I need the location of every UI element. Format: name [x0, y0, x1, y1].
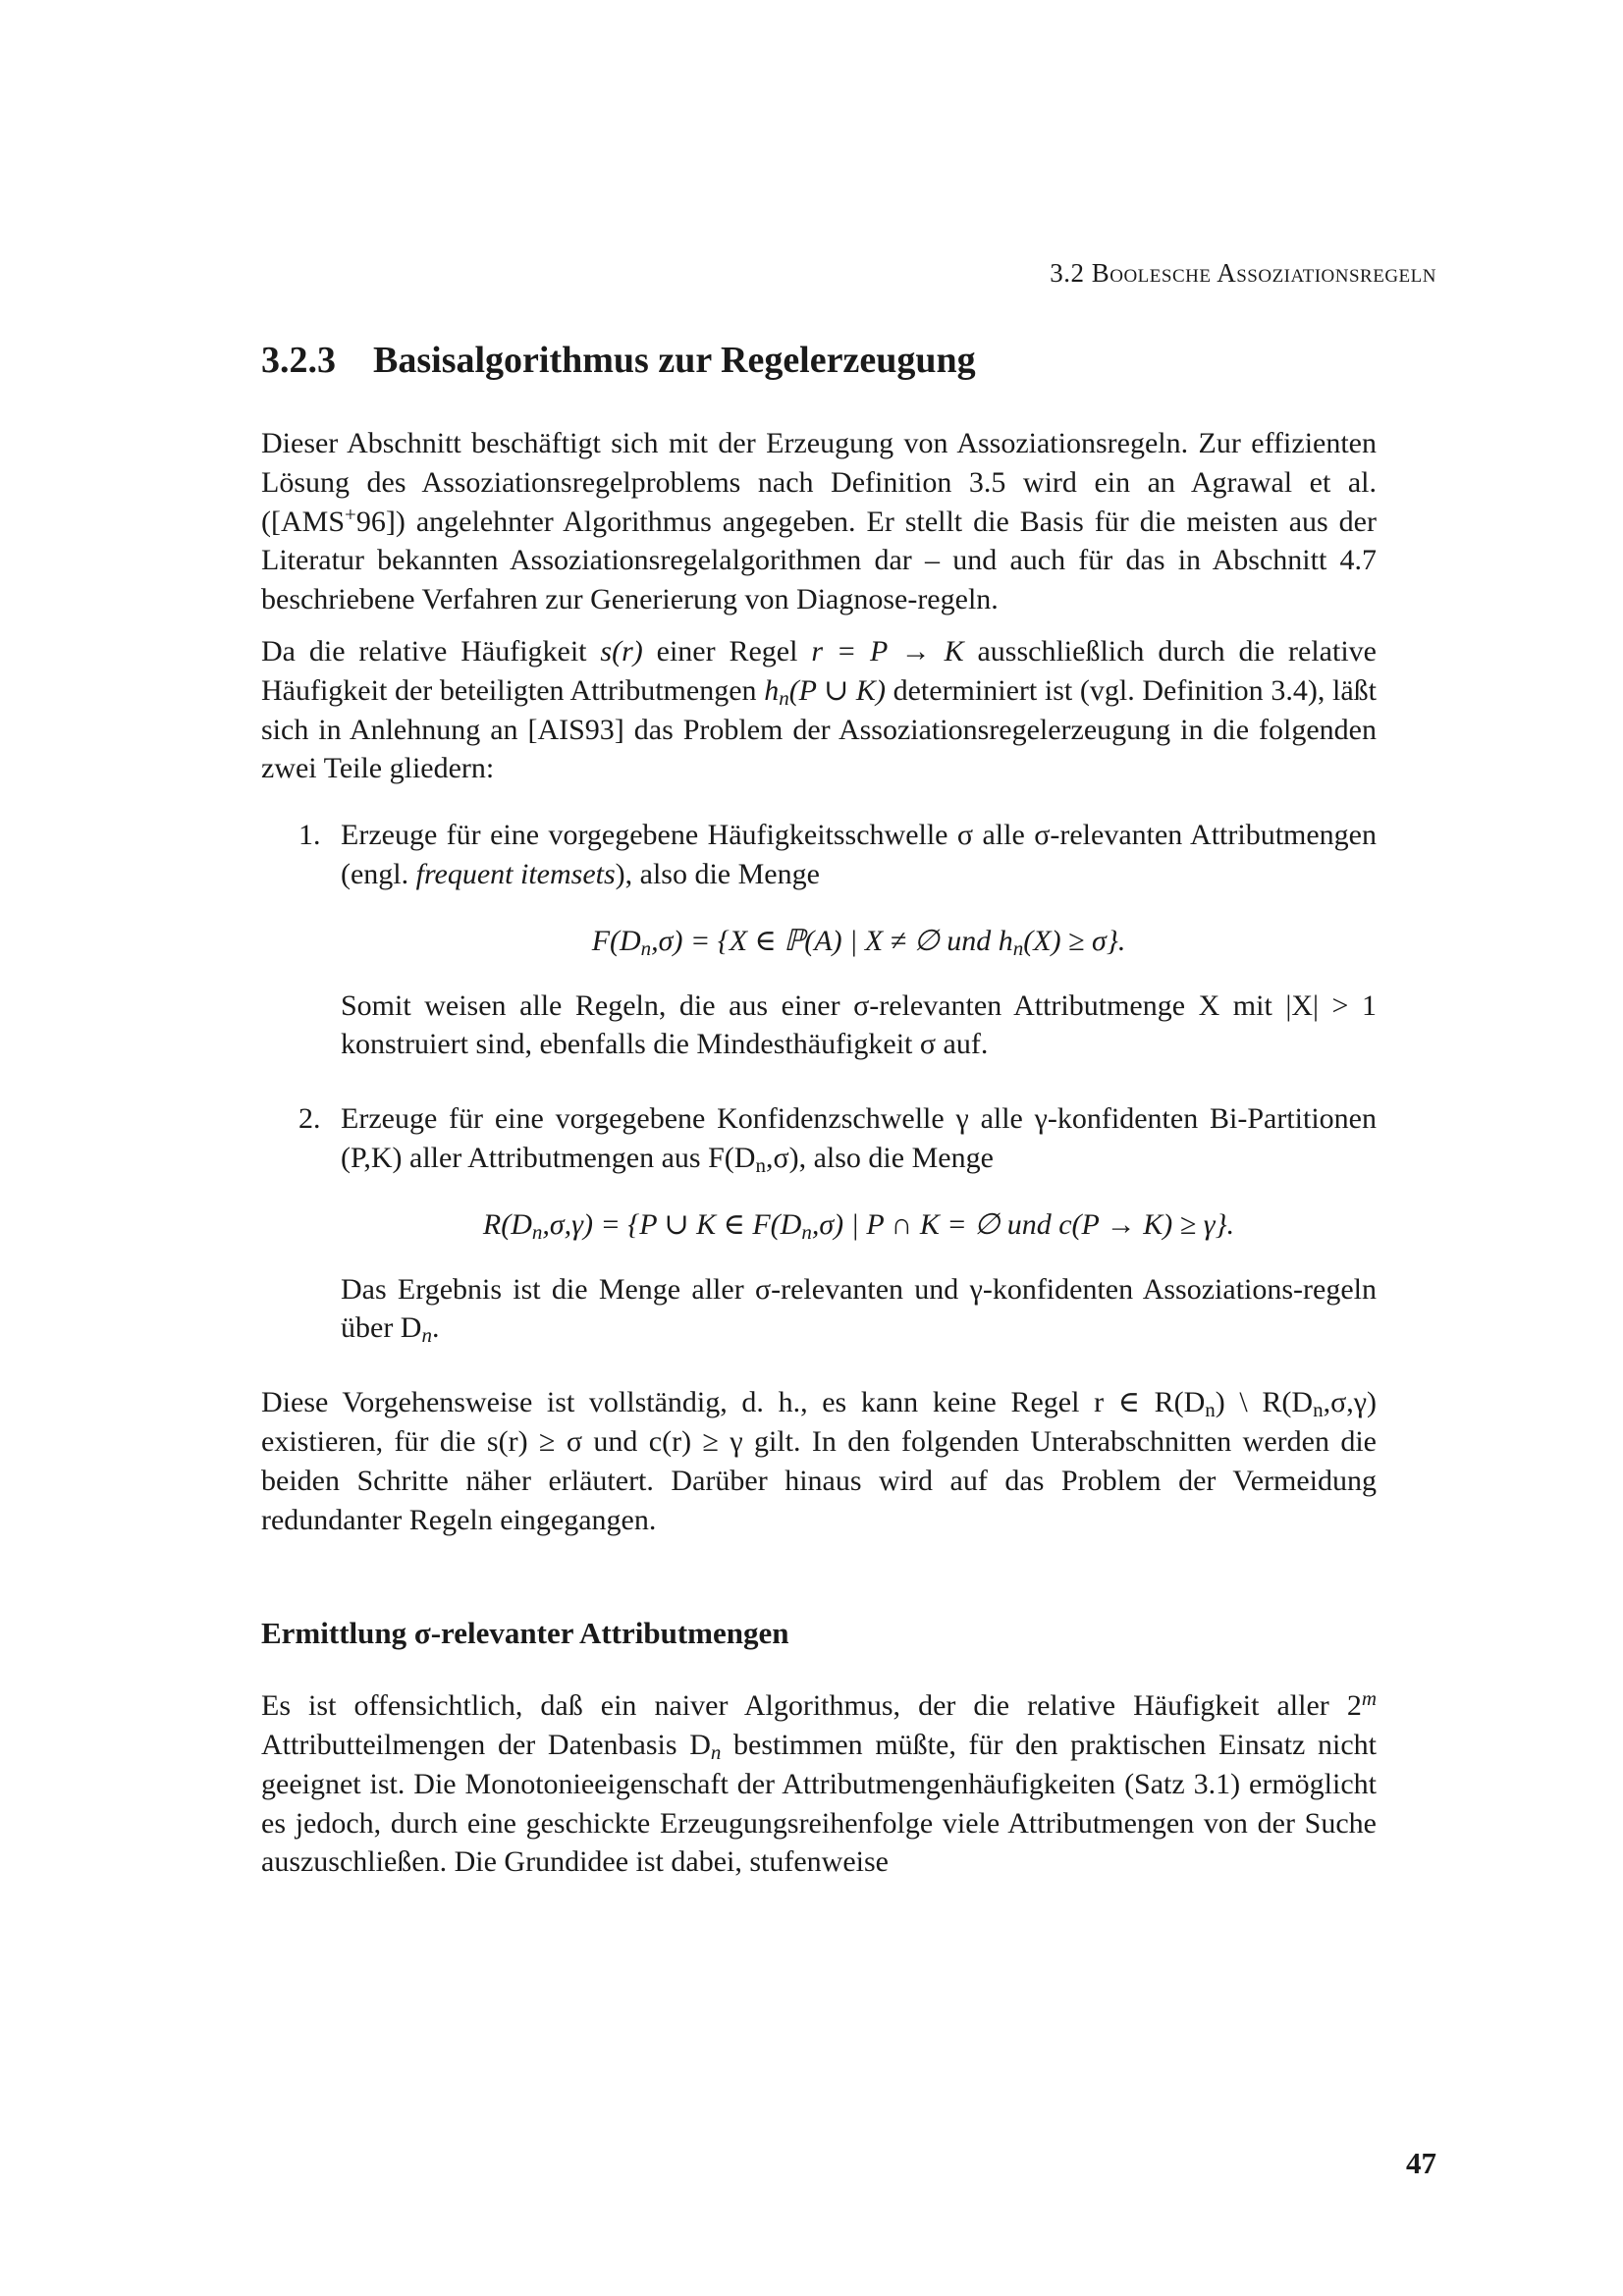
text-run: einer Regel [642, 634, 812, 667]
text-run: Erzeuge für eine vorgegebene Konfidenzschwelle γ alle γ-konfidenten Bi-Partitionen (P,K) aller Attributmengen aus F(D [341, 1102, 1377, 1174]
text-run: 96]) angelehnter Algorithmus angegeben. Er stellt die Basis für die meisten aus der Literatur bekannten Assoziationsregelalgorithmen dar – und auch für das in Abschnitt 4.7 beschriebene Verfahren zur Generierung von Diagnose-regeln. [261, 505, 1377, 616]
text-run: ) \ R(D [1215, 1386, 1314, 1419]
section-number: 3.2.3 [261, 340, 336, 381]
subscript: n [779, 685, 789, 710]
subscript: n [1313, 1398, 1324, 1422]
display-formula: $R(D_n,\sigma,\gamma) = \{P$ ∪ K ∈ $F(D_n,\sigma)$ | P ∩ K = ∅ und c(P → K) ≥ γ}. [482, 1207, 1235, 1244]
subsection-title: Ermittlung σ-relevanter Attributmengen [261, 1616, 789, 1651]
math-inline: s(r) [600, 634, 643, 667]
paragraph-naive-algorithm [261, 1686, 1377, 1882]
text-run: ,σ), also die Menge [765, 1141, 994, 1174]
list-item-number: 1. [298, 819, 321, 852]
list-item [261, 816, 1377, 1064]
math-inline: (P ∪ K) [788, 673, 886, 707]
text-run: . [431, 1311, 440, 1345]
display-formula: $F(D_n,\sigma) = \{X$ ∈ ℙ(A) | X ≠ ∅ und $h_n(X) \ge \sigma$}. [591, 924, 1126, 960]
subscript: n [1205, 1398, 1216, 1422]
text-run: Das Ergebnis ist die Menge aller σ-relevanten und γ-konfidenten Assoziations-regeln über D [341, 1272, 1377, 1345]
text-run: Diese Vorgehensweise ist vollständig, d. h., es kann keine Regel r ∈ R(D [261, 1386, 1206, 1419]
subscript: n [710, 1739, 722, 1764]
paragraph-intro [261, 424, 1377, 619]
text-run: Es ist offensichtlich, daß ein naiver Algorithmus, der die relative Häufigkeit aller 2 [261, 1689, 1362, 1723]
text-run: Erzeuge für eine vorgegebene Häufigkeitsschwelle σ alle σ-relevanten Attributmengen (engl. [341, 819, 1377, 890]
text-run: ), also die Menge [615, 857, 820, 890]
text-run: Dieser Abschnitt beschäftigt sich mit der Erzeugung von Assoziationsregeln. Zur effizienten Lösung des Assoziationsregelproblems nach Definition 3.5 wird ein an Agrawal et al. ([AMS [261, 427, 1377, 538]
paragraph-frequency [261, 632, 1377, 788]
list-item-text: Somit weisen alle Regeln, die aus einer σ-relevanten Attributmenge X mit |X| > 1 konstruiert sind, ebenfalls die Mindesthäufigkeit σ auf. [341, 988, 1377, 1061]
list-item [261, 1099, 1377, 1348]
list-item-text [341, 816, 1377, 894]
subscript: n [755, 1152, 766, 1177]
paragraph-completeness [261, 1383, 1377, 1539]
step-list [261, 816, 1377, 1348]
superscript: + [345, 502, 356, 526]
text-run: determiniert ist (vgl. Definition 3.4), läßt sich in Anlehnung an [AIS93] das Problem der Assoziationsregelerzeugung in die folgenden zwei Teile gliedern: [261, 673, 1377, 785]
text-run: ,σ,γ) existieren, für die s(r) ≥ σ und c(r) ≥ γ gilt. In den folgenden Unterabschnitten werden die beiden Schritte näher erläutert. Darüber hinaus wird auf das Problem der Vermeidung redundanter Regeln eingegangen. [261, 1386, 1378, 1536]
text-run: Attributteilmengen der Datenbasis D [261, 1728, 711, 1761]
list-item-text [341, 1270, 1377, 1349]
body-text [261, 424, 1377, 1895]
section-heading-text: Basisalgorithmus zur Regelerzeugung [373, 340, 976, 381]
math-inline: r = P → K [811, 634, 964, 667]
subscript: n [421, 1323, 432, 1348]
list-item-text [341, 1099, 1377, 1178]
running-header: 3.2 Boolesche Assoziationsregeln [1050, 258, 1436, 288]
math-inline: h [764, 673, 780, 707]
list-item-number: 2. [298, 1102, 321, 1136]
text-run: ausschließlich durch die relative Häufigkeit der beteiligten Attributmengen [261, 634, 1377, 707]
text-run: bestimmen müßte, für den praktischen Einsatz nicht geeignet ist. Die Monotonieeigenschaft der Attributmengenhäufigkeiten (Satz 3.1) ermöglicht es jedoch, durch eine geschickte Erzeugungsreihenfolge viele Attributmengen von der Suche auszuschließen. Die Grundidee ist dabei, stufenweise [261, 1728, 1377, 1879]
section-title [261, 339, 976, 382]
text-run: Da die relative Häufigkeit [261, 634, 601, 667]
page-number: 47 [1406, 2146, 1436, 2180]
emphasis: frequent itemsets [415, 857, 616, 890]
superscript: m [1361, 1686, 1377, 1711]
